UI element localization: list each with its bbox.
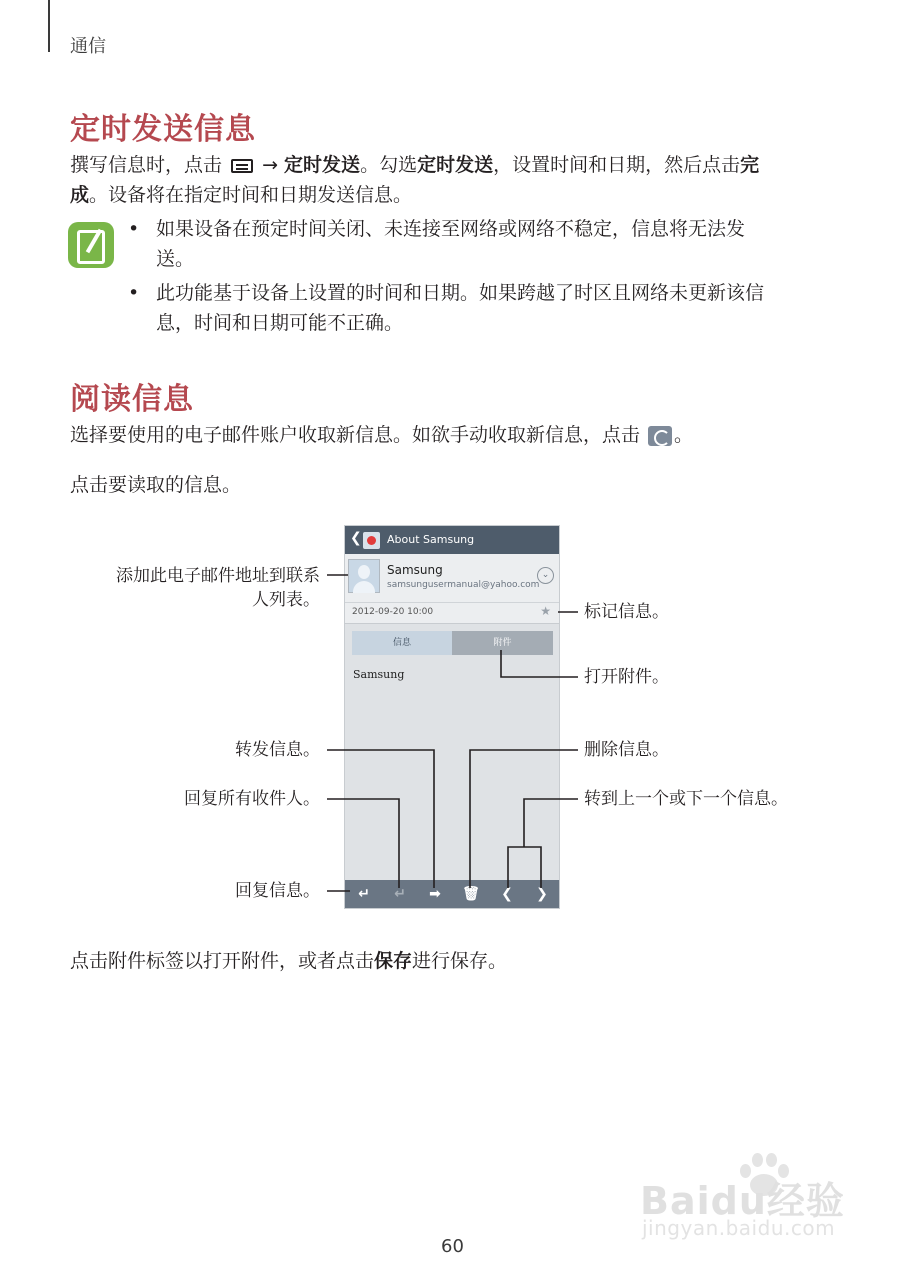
baidu-watermark [640,1150,860,1250]
callout-line-prev-next-branch [508,847,541,888]
callout-line-reply-all [327,799,399,888]
callout-reply-all: 回复所有收件人。 [184,789,320,809]
chevron-down-icon[interactable]: ⌄ [537,567,554,584]
message-datetime: 2012-09-20 10:00 [352,607,434,617]
watermark-url: jingyan.baidu.com [642,1216,836,1240]
forward-icon[interactable]: ➡ [429,886,441,902]
callout-open-attachment: 打开附件。 [584,667,669,687]
callout-prev-next: 转到上一个或下一个信息。 [584,789,788,809]
callout-line-forward [327,750,434,888]
tab-attachment[interactable]: 附件 [452,631,553,655]
star-icon[interactable]: ★ [540,604,551,618]
callout-add-contact: 添加此电子邮件地址到联系 人列表。 [116,566,320,610]
section-title-scheduled-send: 定时发送信息 [70,112,256,147]
read-message-intro: 选择要使用的电子邮件账户收取新信息。如欲手动收取新信息，点击 。 [70,424,694,446]
prev-icon[interactable]: ❮ [501,886,513,902]
page-number: 60 [441,1236,464,1257]
delete-icon[interactable]: 🗑 [462,886,480,902]
callout-line-attachment [501,650,578,677]
section-title-read-message: 阅读信息 [70,382,194,417]
next-icon[interactable]: ❯ [536,886,548,902]
scheduled-send-intro: 撰写信息时，点击 → 定时发送。勾选定时发送，设置时间和日期，然后点击完 成。设备将在指定时间和日期发送信息。 [70,154,760,206]
reply-icon[interactable]: ↵ [358,886,370,902]
callout-delete: 删除信息。 [584,740,669,760]
tab-message[interactable]: 信息 [352,631,452,655]
back-icon[interactable]: ❮ [350,530,362,546]
note-item: • 如果设备在预定时间关闭、未连接至网络或网络不稳定，信息将无法发 送。 [128,218,746,270]
watermark-logo: Baidu经验 [640,1179,845,1223]
reply-all-icon[interactable]: ↵ [394,886,406,902]
sender-email: samsungusermanual@yahoo.com [387,580,540,590]
email-subject: About Samsung [387,533,475,546]
note-item: • 此功能基于设备上设置的时间和日期。如果跨越了时区且网络未更新该信 息，时间和日期可能不正确。 [128,282,765,334]
callout-forward: 转发信息。 [235,740,320,760]
sender-name: Samsung [387,563,443,577]
attachment-instruction: 点击附件标签以打开附件，或者点击保存进行保存。 [70,950,508,972]
callout-line-prev-next [524,799,578,847]
read-message-instruction: 点击要读取的信息。 [70,474,242,496]
callout-reply: 回复信息。 [235,881,320,901]
chapter-label: 通信 [70,36,106,57]
callout-mark: 标记信息。 [584,602,669,622]
message-body: Samsung [353,668,405,681]
